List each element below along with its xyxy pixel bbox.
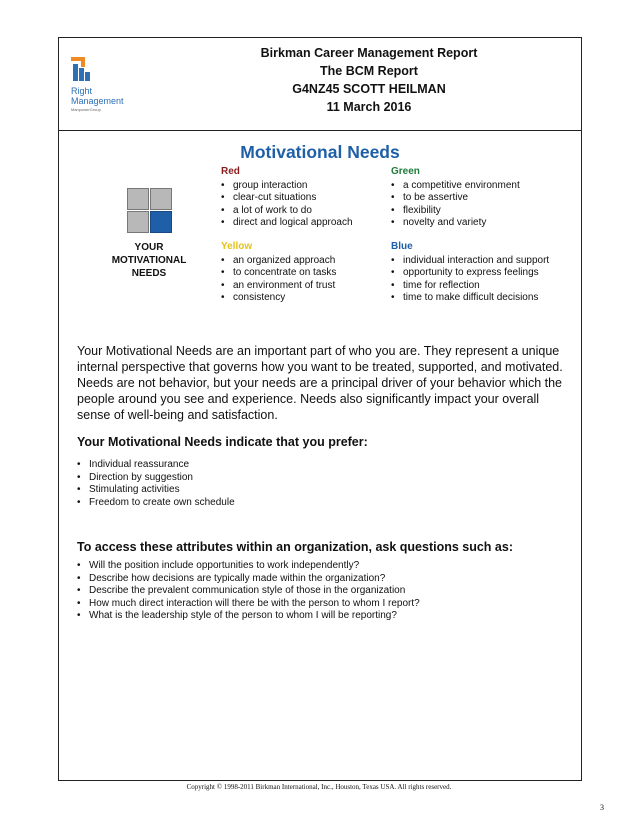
list-item: • individual interaction and support	[391, 255, 566, 268]
page-number: 3	[600, 803, 604, 812]
report-title: Birkman Career Management Report	[260, 46, 478, 60]
right-logo-icon	[71, 55, 93, 81]
prefer-heading: Your Motivational Needs indicate that you prefer:	[77, 435, 368, 449]
red-list	[221, 180, 389, 230]
section-title: Motivational Needs	[240, 142, 400, 162]
list-item: • novelty and variety	[391, 217, 566, 230]
red-column	[221, 166, 389, 230]
questions-heading: To access these attributes within an organization, ask questions such as:	[77, 540, 513, 554]
blue-heading: Blue	[391, 241, 413, 252]
list-item: • Freedom to create own schedule	[77, 497, 567, 510]
green-heading: Green	[391, 166, 420, 177]
yellow-heading: Yellow	[221, 241, 253, 252]
list-item: • What is the leadership style of the person to whom I will be reporting?	[77, 610, 567, 623]
list-item: • flexibility	[391, 205, 566, 218]
person-id: G4NZ45 SCOTT HEILMAN	[292, 82, 446, 96]
list-item: • direct and logical approach	[221, 217, 389, 230]
list-item: • an organized approach	[221, 255, 389, 268]
list-item: • How much direct interaction will there be with the person to whom I report?	[77, 598, 567, 611]
report-subtitle: The BCM Report	[320, 64, 418, 78]
report-frame	[58, 37, 582, 781]
list-item: • Describe the prevalent communication style of those in the organization	[77, 585, 567, 598]
copyright-notice: Copyright © 1998-2011 Birkman International, Inc., Houston, Texas USA. All rights reserved.	[186, 783, 452, 791]
questions-list	[77, 560, 567, 623]
green-column	[391, 166, 566, 230]
red-heading: Red	[221, 166, 240, 177]
list-item: • to concentrate on tasks	[221, 267, 389, 280]
list-item: • an environment of trust	[221, 280, 389, 293]
list-item: • Individual reassurance	[77, 459, 567, 472]
list-item: • time to make difficult decisions	[391, 292, 566, 305]
header-titles	[209, 44, 529, 116]
list-item: • a competitive environment	[391, 180, 566, 193]
list-item: • to be assertive	[391, 192, 566, 205]
birkman-grid-icon	[127, 188, 175, 236]
blue-column	[391, 241, 566, 305]
list-item: • clear-cut situations	[221, 192, 389, 205]
logo-subtext: ManpowerGroup	[71, 107, 101, 112]
grid-square-yellow	[127, 211, 149, 233]
list-item: • a lot of work to do	[221, 205, 389, 218]
report-date: 11 March 2016	[326, 100, 412, 114]
list-item: • consistency	[221, 292, 389, 305]
prefer-list	[77, 459, 567, 509]
list-item: • Direction by suggestion	[77, 472, 567, 485]
list-item: • Will the position include opportunities to work independently?	[77, 560, 567, 573]
right-management-logo	[71, 55, 151, 115]
list-item: • Describe how decisions are typically made within the organization?	[77, 573, 567, 586]
grid-square-red	[127, 188, 149, 210]
grid-square-green	[150, 188, 172, 210]
green-list	[391, 180, 566, 230]
list-item: • Stimulating activities	[77, 484, 567, 497]
yellow-list	[221, 255, 389, 305]
logo-wordmark: Right Management	[71, 86, 124, 106]
yellow-column	[221, 241, 389, 305]
list-item: • time for reflection	[391, 280, 566, 293]
list-item: • opportunity to express feelings	[391, 267, 566, 280]
blue-list	[391, 255, 566, 305]
list-item: • group interaction	[221, 180, 389, 193]
intro-paragraph: Your Motivational Needs are an important part of who you are. They represent a unique internal perspective that governs how you want to be treated, supported, and motivated. Needs are not behavior, but your needs are a principal driver of your behavior which the people around you see and experience. Needs also significantly impact your overall sense of well-being and satisfaction.	[77, 344, 563, 422]
grid-label: YOUR MOTIVATIONAL NEEDS	[111, 242, 187, 279]
grid-square-blue	[150, 211, 172, 233]
report-header	[59, 38, 581, 131]
